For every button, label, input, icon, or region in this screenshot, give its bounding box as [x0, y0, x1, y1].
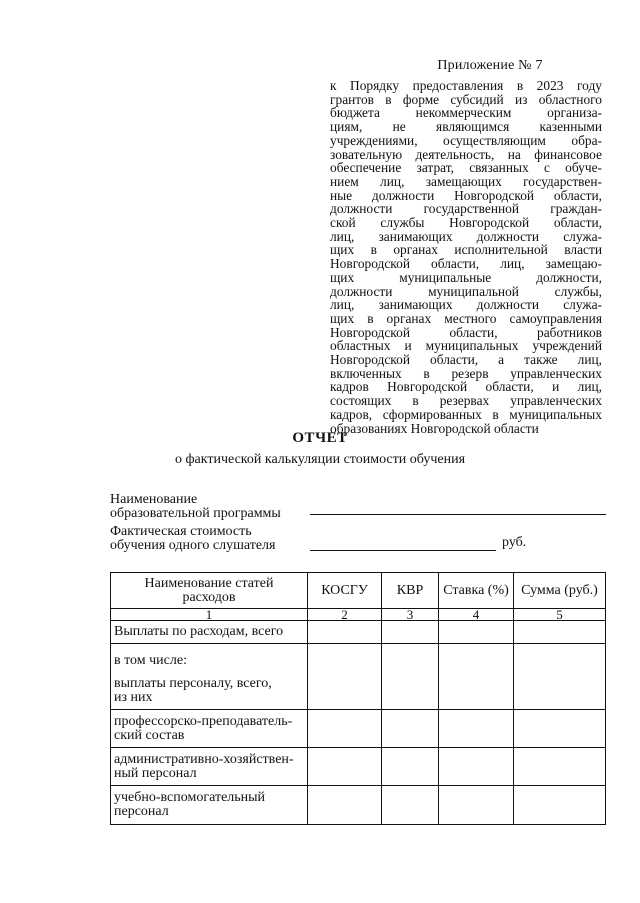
- cost-label-line1: Фактическая стоимость: [110, 524, 252, 539]
- row-label-line: административно-хозяйствен-: [114, 751, 294, 767]
- appendix-line: Новгородской области, работников: [330, 324, 602, 340]
- column-number: 5: [514, 609, 606, 621]
- program-name-input-line[interactable]: [310, 514, 606, 515]
- rate-cell[interactable]: [439, 786, 514, 825]
- row-label-line: персонал: [114, 804, 169, 819]
- kvr-cell[interactable]: [382, 786, 439, 825]
- appendix-text: [330, 79, 602, 435]
- report-title: ОТЧЕТ: [292, 430, 348, 446]
- header-kosgu: КОСГУ: [308, 573, 382, 609]
- appendix-line: кадров, сформированных в муниципальных: [330, 406, 602, 422]
- appendix-line: Новгородской области, а также лиц,: [330, 352, 602, 368]
- kosgu-cell[interactable]: [308, 621, 382, 644]
- appendix-line: бюджета некоммерческим организа-: [330, 105, 602, 121]
- appendix-line: лиц, занимающих должности служа-: [330, 297, 602, 313]
- appendix-line: щих в органах исполнительной власти: [330, 242, 602, 258]
- appendix-line: лиц, занимающих должности служа-: [330, 228, 602, 244]
- row-label: [111, 748, 308, 786]
- sum-cell[interactable]: [514, 644, 606, 710]
- header-expense-name-line2: расходов: [182, 589, 236, 605]
- appendix-line: должности муниципальной службы,: [330, 283, 602, 299]
- kvr-cell[interactable]: [382, 748, 439, 786]
- cost-unit: руб.: [502, 535, 527, 550]
- appendix-line: Новгородской области, лиц, замещаю-: [330, 256, 602, 272]
- table-row: [111, 644, 606, 710]
- row-label-line: в том числе:: [114, 653, 187, 668]
- row-label-line: Выплаты по расходам, всего: [114, 624, 284, 639]
- kosgu-cell[interactable]: [308, 748, 382, 786]
- table-number-row: [111, 609, 606, 621]
- header-rate: Ставка (%): [439, 573, 514, 609]
- appendix-line: нием лиц, замещающих государствен-: [330, 173, 602, 189]
- row-label-line: учебно-вспомогательный: [114, 790, 266, 805]
- appendix-title: Приложение № 7: [437, 58, 543, 73]
- appendix-line: должности государственной граждан-: [330, 201, 602, 217]
- appendix-line: обеспечение затрат, связанных с обуче-: [330, 160, 602, 176]
- cost-table: [110, 572, 606, 825]
- kosgu-cell[interactable]: [308, 710, 382, 748]
- program-name-label-line1: Наименование: [110, 492, 198, 507]
- column-number: 3: [382, 609, 439, 621]
- appendix-line: щих в органах местного самоуправления: [330, 310, 602, 326]
- row-label-line: ный персонал: [114, 765, 197, 781]
- row-label: [111, 621, 308, 644]
- header-kvr: КВР: [382, 573, 439, 609]
- appendix-line: ской службы Новгородской области,: [330, 215, 602, 231]
- cost-input-line[interactable]: [310, 550, 496, 551]
- table-row: [111, 748, 606, 786]
- appendix-line: состоящих в резервах управленческих: [330, 393, 602, 409]
- appendix-line: щих муниципальные должности,: [330, 269, 602, 285]
- row-label-line: ский состав: [114, 727, 185, 743]
- column-number: 4: [439, 609, 514, 621]
- row-label-line: профессорско-преподаватель-: [114, 713, 293, 729]
- rate-cell[interactable]: [439, 644, 514, 710]
- kosgu-cell[interactable]: [308, 786, 382, 825]
- sum-cell[interactable]: [514, 786, 606, 825]
- appendix-line: кадров Новгородской области, и лиц,: [330, 379, 602, 395]
- rate-cell[interactable]: [439, 710, 514, 748]
- kosgu-cell[interactable]: [308, 644, 382, 710]
- appendix-line: к Порядку предоставления в 2023 году: [330, 78, 602, 93]
- appendix-line: учреждениями, осуществляющим обра-: [330, 132, 602, 148]
- appendix-line: грантов в форме субсидий из областного: [330, 91, 602, 107]
- table-row: [111, 786, 606, 825]
- kvr-cell[interactable]: [382, 621, 439, 644]
- column-number: 1: [111, 609, 308, 621]
- appendix-line: зовательную деятельность, на финансовое: [330, 146, 602, 162]
- report-subtitle: о фактической калькуляции стоимости обучения: [174, 452, 466, 467]
- header-expense-name-line1: Наименование статей: [144, 575, 274, 591]
- kvr-cell[interactable]: [382, 710, 439, 748]
- appendix-line: циям, не являющимся казенными: [330, 119, 602, 135]
- appendix-line: включенных в резерв управленческих: [330, 365, 602, 381]
- appendix-line: ные должности Новгородской области,: [330, 187, 602, 203]
- program-name-label: [110, 493, 281, 521]
- program-name-label-line2: образовательной программы: [110, 506, 281, 521]
- table-row: [111, 621, 606, 644]
- row-label-line: из них: [114, 690, 153, 705]
- sum-cell[interactable]: [514, 621, 606, 644]
- row-label-line: выплаты персоналу, всего,: [114, 676, 272, 691]
- row-label: [111, 710, 308, 748]
- table-row: [111, 710, 606, 748]
- sum-cell[interactable]: [514, 710, 606, 748]
- sum-cell[interactable]: [514, 748, 606, 786]
- cost-label-line2: обучения одного слушателя: [110, 538, 276, 553]
- header-expense-name: [111, 573, 308, 609]
- row-label: [111, 786, 308, 825]
- appendix-line: образованиях Новгородской области: [330, 420, 539, 436]
- rate-cell[interactable]: [439, 621, 514, 644]
- column-number: 2: [308, 609, 382, 621]
- cost-label: [110, 525, 275, 553]
- table-header-row: [111, 573, 606, 609]
- row-label: [111, 644, 308, 710]
- rate-cell[interactable]: [439, 748, 514, 786]
- kvr-cell[interactable]: [382, 644, 439, 710]
- header-sum: Сумма (руб.): [514, 573, 606, 609]
- appendix-line: областных и муниципальных учреждений: [330, 338, 602, 354]
